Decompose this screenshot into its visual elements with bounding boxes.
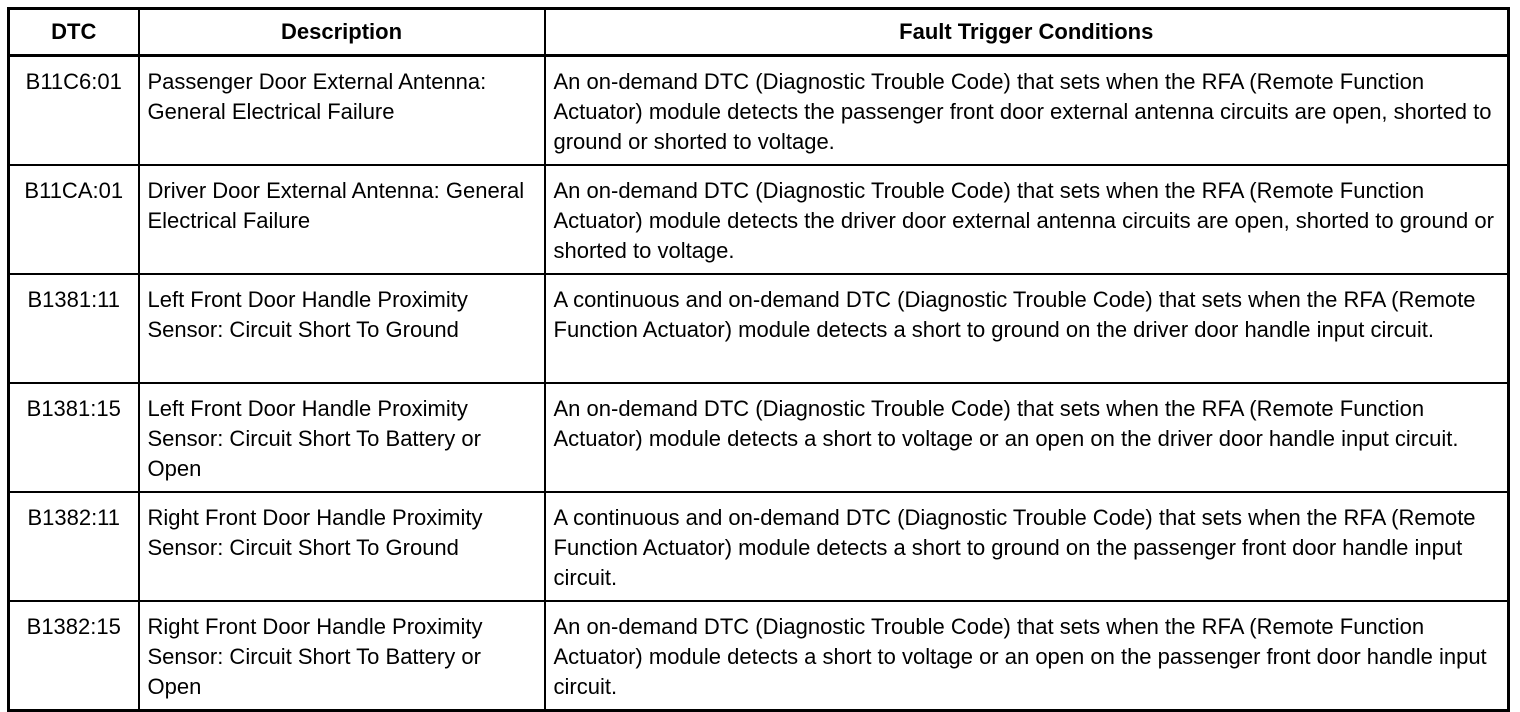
fault-trigger-conditions: An on-demand DTC (Diagnostic Trouble Code) that sets when the RFA (Remote Function Actuator) module detects a short to voltage or an open on the passenger front door handle input circuit. <box>545 601 1509 711</box>
dtc-table <box>7 7 1510 712</box>
dtc-description: Driver Door External Antenna: General Electrical Failure <box>139 165 545 274</box>
header-dtc: DTC <box>9 9 139 56</box>
header-description: Description <box>139 9 545 56</box>
fault-trigger-conditions: A continuous and on-demand DTC (Diagnostic Trouble Code) that sets when the RFA (Remote Function Actuator) module detects a short to ground on the driver door handle input circuit. <box>545 274 1509 383</box>
dtc-code: B1382:15 <box>9 601 139 711</box>
table-header-row <box>9 9 1509 56</box>
table-row <box>9 601 1509 711</box>
dtc-code: B1382:11 <box>9 492 139 601</box>
table-row <box>9 274 1509 383</box>
dtc-code: B1381:11 <box>9 274 139 383</box>
fault-trigger-conditions: An on-demand DTC (Diagnostic Trouble Code) that sets when the RFA (Remote Function Actuator) module detects the driver door external antenna circuits are open, shorted to ground or shorted to voltage. <box>545 165 1509 274</box>
dtc-code: B11CA:01 <box>9 165 139 274</box>
dtc-description: Right Front Door Handle Proximity Sensor: Circuit Short To Ground <box>139 492 545 601</box>
fault-trigger-conditions: A continuous and on-demand DTC (Diagnostic Trouble Code) that sets when the RFA (Remote Function Actuator) module detects a short to ground on the passenger front door handle input circuit. <box>545 492 1509 601</box>
table-row <box>9 492 1509 601</box>
header-fault-conditions: Fault Trigger Conditions <box>545 9 1509 56</box>
dtc-description: Left Front Door Handle Proximity Sensor: Circuit Short To Ground <box>139 274 545 383</box>
table-row <box>9 165 1509 274</box>
fault-trigger-conditions: An on-demand DTC (Diagnostic Trouble Code) that sets when the RFA (Remote Function Actuator) module detects the passenger front door external antenna circuits are open, shorted to ground or shorted to voltage. <box>545 56 1509 166</box>
dtc-code: B11C6:01 <box>9 56 139 166</box>
dtc-description: Left Front Door Handle Proximity Sensor: Circuit Short To Battery or Open <box>139 383 545 492</box>
dtc-description: Right Front Door Handle Proximity Sensor: Circuit Short To Battery or Open <box>139 601 545 711</box>
fault-trigger-conditions: An on-demand DTC (Diagnostic Trouble Code) that sets when the RFA (Remote Function Actuator) module detects a short to voltage or an open on the driver door handle input circuit. <box>545 383 1509 492</box>
table-row <box>9 383 1509 492</box>
dtc-description: Passenger Door External Antenna: General Electrical Failure <box>139 56 545 166</box>
table-row <box>9 56 1509 166</box>
dtc-code: B1381:15 <box>9 383 139 492</box>
